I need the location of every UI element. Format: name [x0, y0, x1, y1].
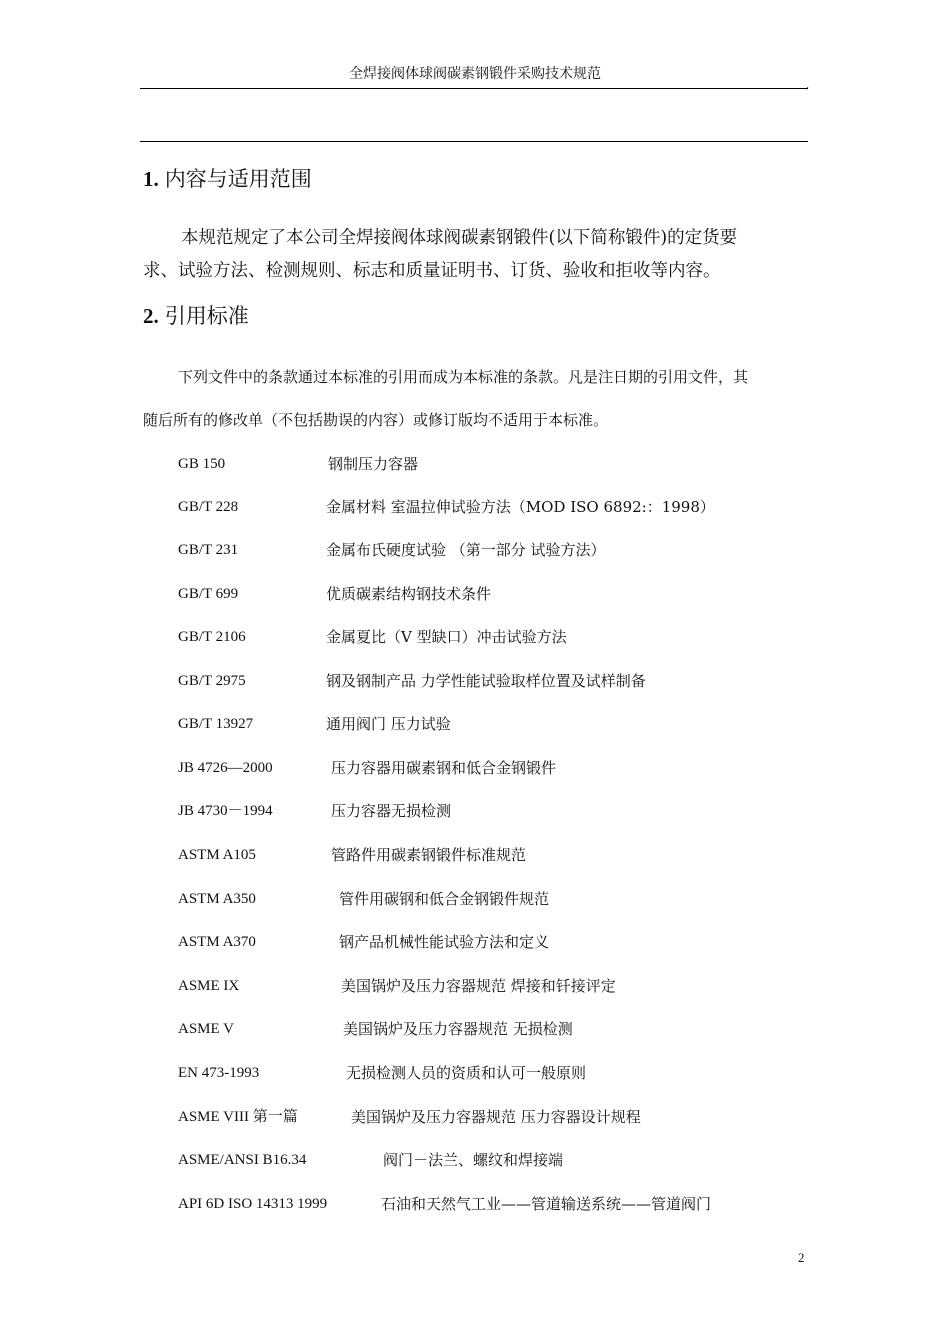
- reference-code: ASME V: [178, 1021, 234, 1037]
- paragraph-line: 求、试验方法、检测规则、标志和质量证明书、订货、验收和拒收等内容。: [143, 261, 721, 281]
- reference-code: ASTM A370: [178, 934, 256, 950]
- reference-title: 美国锅炉及压力容器规范 压力容器设计规程: [351, 1108, 641, 1126]
- reference-title: 美国锅炉及压力容器规范 无损检测: [343, 1020, 573, 1038]
- paragraph-line: 下列文件中的条款通过本标准的引用而成为本标准的条款。凡是注日期的引用文件，其: [178, 368, 749, 386]
- section-heading-2: [143, 302, 249, 330]
- reference-title: 管件用碳钢和低合金钢锻件规范: [339, 890, 550, 908]
- header-mark: ,: [806, 80, 810, 91]
- reference-code: GB/T 2975: [178, 673, 246, 689]
- reference-title: 钢制压力容器: [328, 455, 419, 473]
- section-number: 2.: [143, 304, 159, 328]
- reference-title: 压力容器用碳素钢和低合金钢锻件: [331, 759, 557, 777]
- reference-title: 石油和天然气工业——管道输送系统——管道阀门: [381, 1195, 712, 1213]
- section-rule: [140, 141, 808, 142]
- paragraph-line: 本规范规定了本公司全焊接阀体球阀碳素钢锻件(以下简称锻件)的定货要: [181, 228, 738, 248]
- reference-code: GB/T 231: [178, 542, 239, 558]
- reference-code: ASME VIII 第一篇: [178, 1109, 298, 1125]
- reference-code: GB/T 2106: [178, 629, 246, 645]
- reference-code: ASME/ANSI B16.34: [178, 1152, 307, 1168]
- reference-code: API 6D ISO 14313 1999: [178, 1196, 328, 1212]
- section-number: 1.: [143, 167, 159, 191]
- reference-title: 美国锅炉及压力容器规范 焊接和钎接评定: [341, 977, 616, 995]
- page-number: 2: [798, 1250, 805, 1265]
- reference-title: 管路件用碳素钢锻件标准规范: [331, 846, 527, 864]
- header-rule: [140, 88, 808, 89]
- reference-title: 金属夏比（V 型缺口）冲击试验方法: [326, 628, 567, 646]
- reference-title: 通用阀门 压力试验: [326, 715, 451, 733]
- reference-code: GB 150: [178, 456, 226, 472]
- reference-code: ASTM A105: [178, 847, 256, 863]
- reference-code: ASME IX: [178, 978, 240, 994]
- paragraph-line: 随后所有的修改单（不包括勘误的内容）或修订版均不适用于本标准。: [143, 411, 609, 429]
- section-heading-1: [143, 165, 312, 193]
- reference-title: 钢产品机械性能试验方法和定义: [339, 933, 550, 951]
- reference-code: GB/T 13927: [178, 716, 254, 732]
- reference-code: EN 473-1993: [178, 1065, 260, 1081]
- reference-code: GB/T 228: [178, 499, 239, 515]
- reference-title: 阀门－法兰、螺纹和焊接端: [383, 1151, 564, 1169]
- section-title: 内容与适用范围: [164, 167, 312, 191]
- running-header: 全焊接阀体球阀碳素钢锻件采购技术规范: [349, 66, 601, 82]
- reference-title: 优质碳素结构钢技术条件: [326, 585, 492, 603]
- reference-title: 金属布氏硬度试验 （第一部分 试验方法）: [326, 541, 606, 559]
- reference-code: ASTM A350: [178, 891, 256, 907]
- reference-title: 金属材料 室温拉伸试验方法（MOD ISO 6892:：1998）: [326, 498, 715, 516]
- reference-title: 钢及钢制产品 力学性能试验取样位置及试样制备: [326, 672, 646, 690]
- reference-code: GB/T 699: [178, 586, 239, 602]
- reference-title: 压力容器无损检测: [331, 802, 452, 820]
- reference-code: JB 4726—2000: [178, 760, 273, 776]
- reference-title: 无损检测人员的资质和认可一般原则: [346, 1064, 587, 1082]
- reference-code: JB 4730－1994: [178, 803, 273, 819]
- section-title: 引用标准: [164, 304, 249, 328]
